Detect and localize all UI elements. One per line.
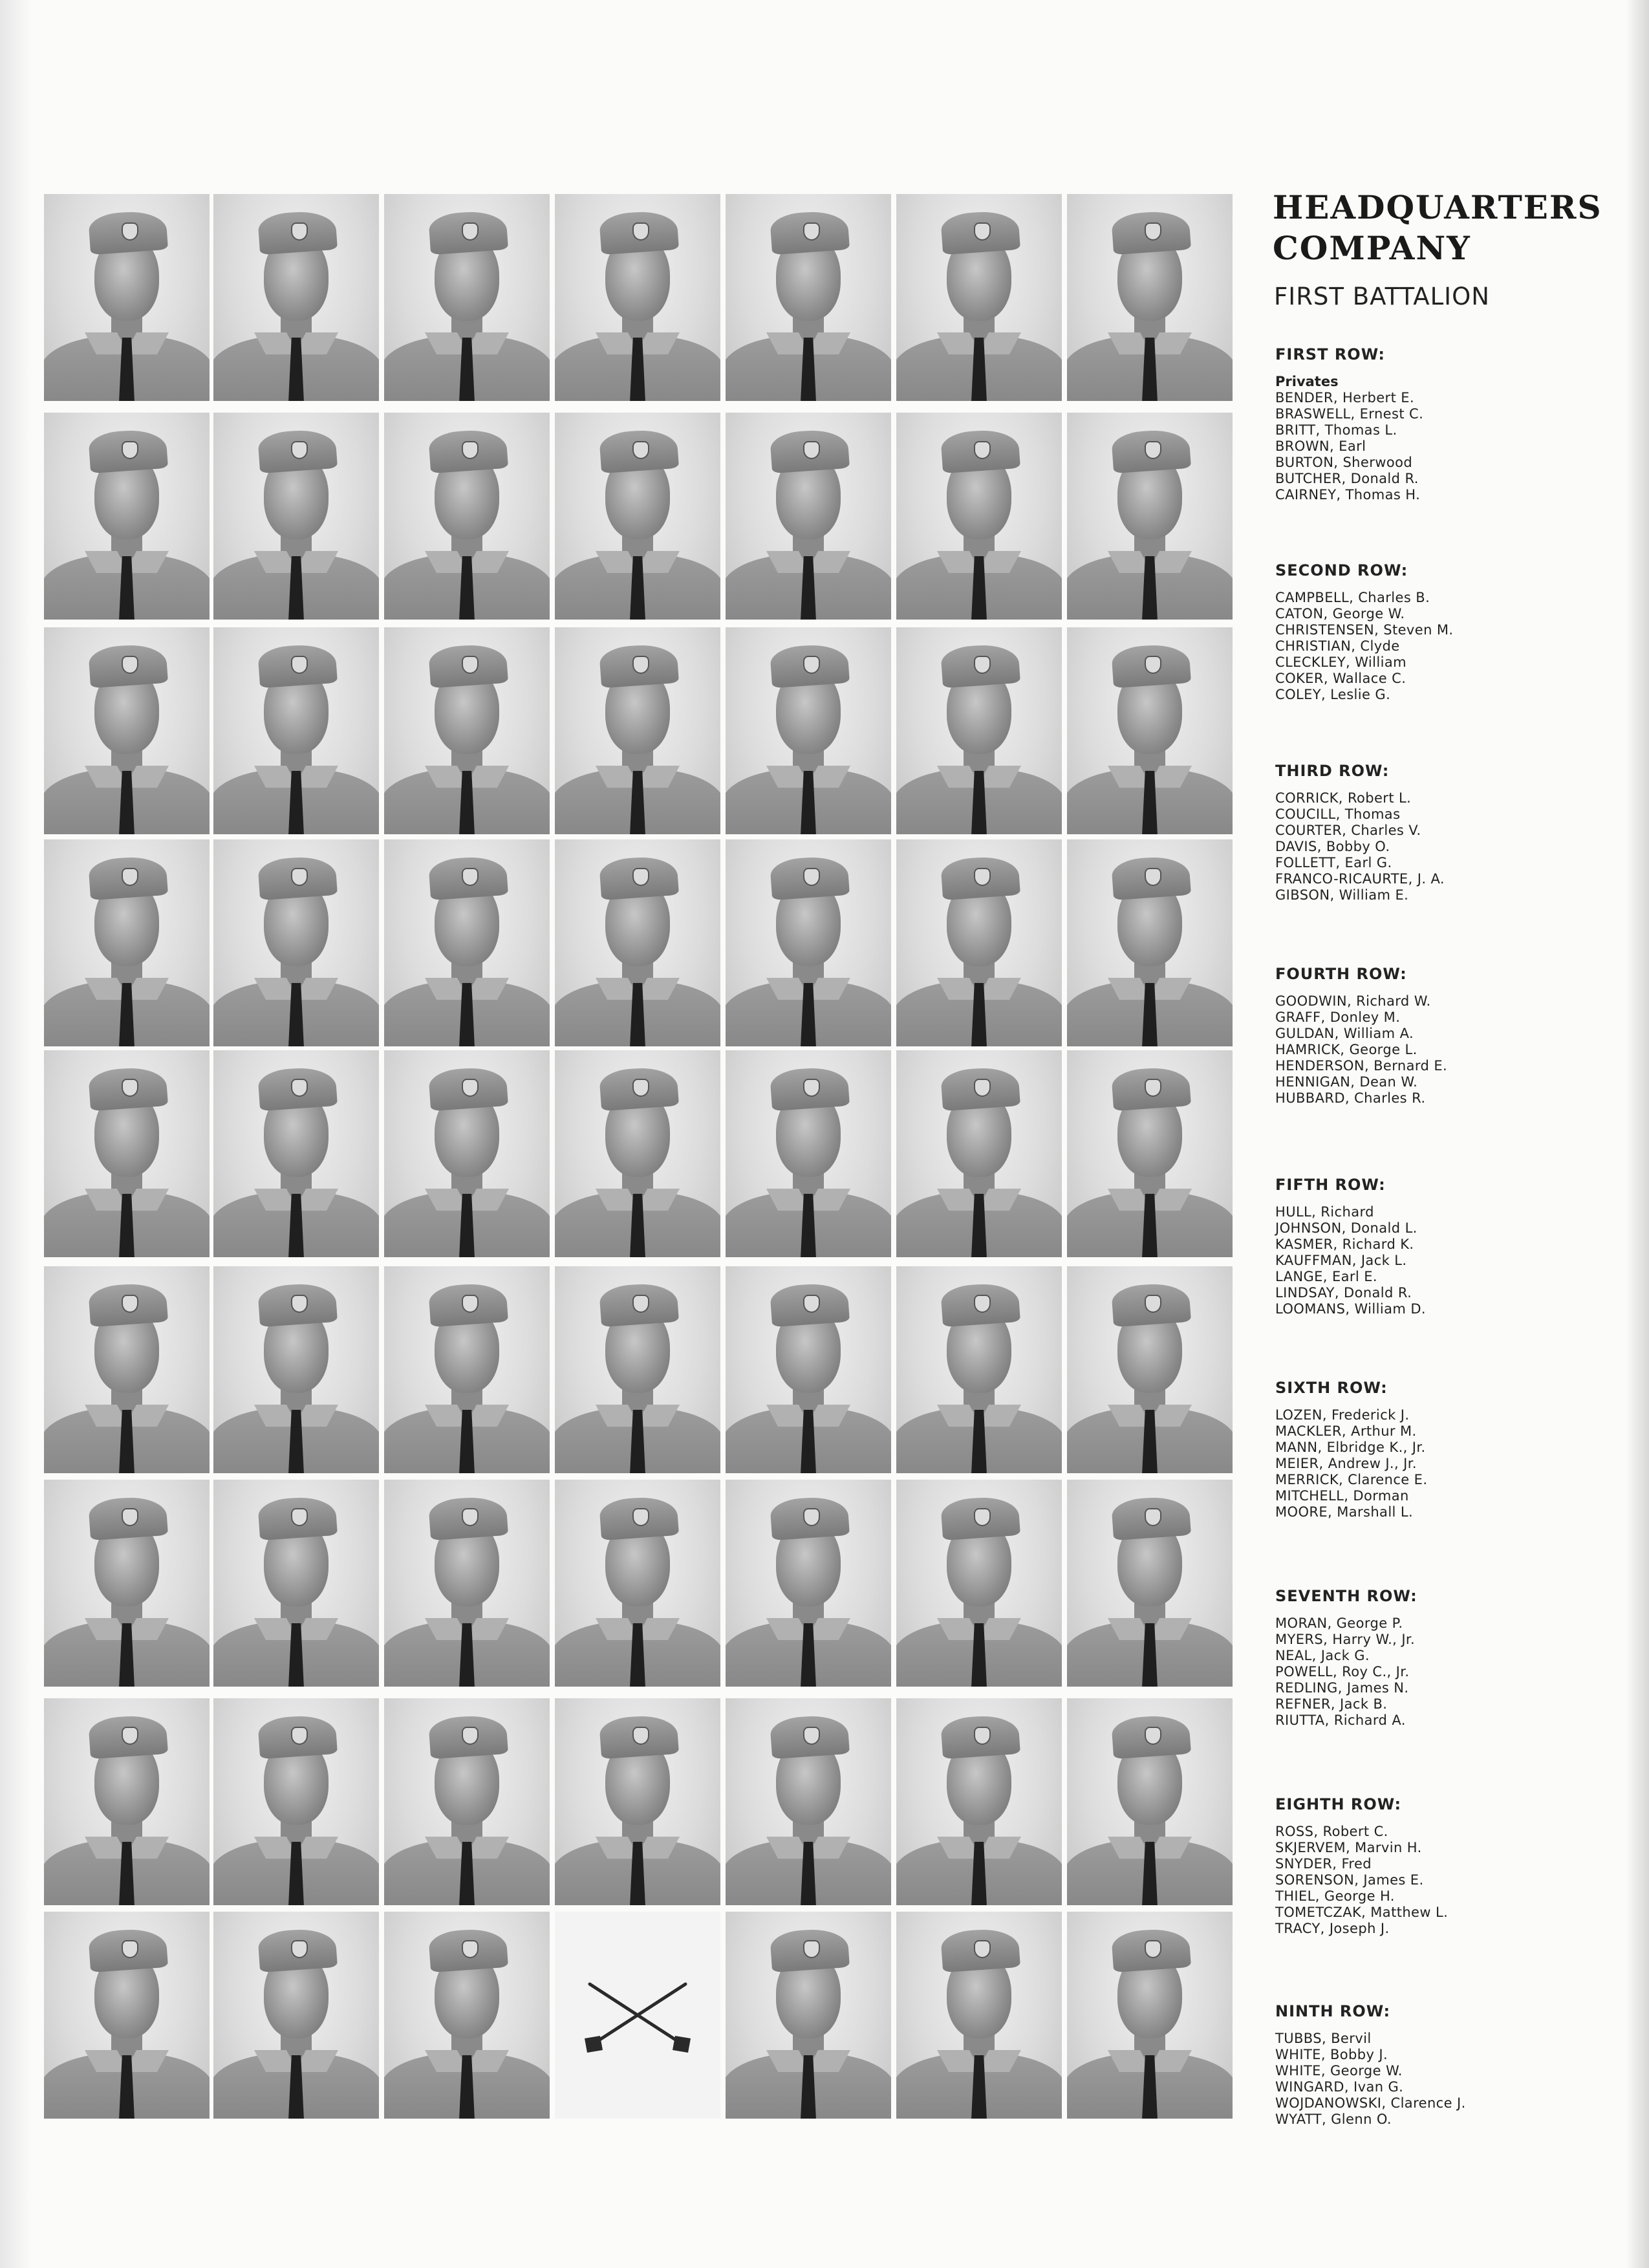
company-title	[1273, 188, 1635, 268]
portrait-photo	[384, 1266, 550, 1473]
soldier-name: GRAFF, Donley M.	[1275, 1010, 1401, 1025]
soldier-portrait	[44, 194, 210, 401]
soldier-portrait	[896, 1480, 1062, 1687]
soldier-portrait	[896, 1912, 1062, 2119]
soldier-name: THIEL, George H.	[1275, 1888, 1395, 1904]
portrait-photo	[726, 1912, 891, 2119]
cap-insignia-icon	[1145, 656, 1161, 674]
portrait-photo	[555, 413, 720, 620]
portrait-photo	[1067, 839, 1233, 1046]
rank-label: Privates	[1275, 374, 1339, 389]
portrait-photo	[44, 1480, 210, 1687]
soldier-portrait	[213, 413, 379, 620]
cap-insignia-icon	[632, 656, 649, 674]
row-heading: SECOND ROW:	[1275, 561, 1408, 579]
portrait-photo	[726, 627, 891, 834]
soldier-portrait	[1067, 1698, 1233, 1905]
soldier-portrait	[384, 194, 550, 401]
soldier-name: WYATT, Glenn O.	[1275, 2111, 1392, 2127]
cap-insignia-icon	[462, 656, 479, 674]
soldier-name: WHITE, Bobby J.	[1275, 2047, 1388, 2062]
cap-insignia-icon	[632, 1079, 649, 1097]
portrait-row-7	[44, 1480, 1239, 1687]
portrait-photo	[44, 1266, 210, 1473]
portrait-row-4	[44, 839, 1239, 1046]
soldier-name: CORRICK, Robert L.	[1275, 790, 1412, 806]
soldier-name: HENNIGAN, Dean W.	[1275, 1074, 1418, 1090]
portrait-photo	[726, 1266, 891, 1473]
portrait-photo	[1067, 1266, 1233, 1473]
portrait-photo	[1067, 1050, 1233, 1257]
soldier-name: COLEY, Leslie G.	[1275, 687, 1391, 702]
cap-insignia-icon	[291, 222, 308, 241]
soldier-portrait	[384, 839, 550, 1046]
cap-insignia-icon	[462, 1508, 479, 1526]
cap-insignia-icon	[462, 868, 479, 886]
name-list	[1273, 1615, 1622, 1729]
cap-insignia-icon	[122, 1295, 138, 1313]
soldier-portrait	[44, 1266, 210, 1473]
portrait-row-2	[44, 413, 1239, 620]
name-list	[1273, 790, 1622, 903]
soldier-name: CHRISTIAN, Clyde	[1275, 638, 1400, 654]
soldier-name: GULDAN, William A.	[1275, 1026, 1414, 1041]
soldier-portrait	[213, 1912, 379, 2119]
cap-insignia-icon	[122, 656, 138, 674]
portrait-photo	[1067, 413, 1233, 620]
roster-block	[1273, 762, 1622, 903]
cap-insignia-icon	[1145, 1295, 1161, 1313]
soldier-name: JOHNSON, Donald L.	[1275, 1220, 1417, 1236]
soldier-name: KAUFFMAN, Jack L.	[1275, 1253, 1407, 1268]
cap-insignia-icon	[632, 222, 649, 241]
soldier-portrait	[896, 839, 1062, 1046]
roster-block	[1273, 345, 1622, 503]
company-title-line2: COMPANY	[1273, 228, 1471, 267]
soldier-name: LINDSAY, Donald R.	[1275, 1285, 1412, 1301]
portrait-photo	[213, 1912, 379, 2119]
soldier-name: BENDER, Herbert E.	[1275, 390, 1415, 405]
cap-insignia-icon	[632, 868, 649, 886]
portrait-photo	[726, 1698, 891, 1905]
soldier-portrait	[1067, 1266, 1233, 1473]
cap-insignia-icon	[122, 1079, 138, 1097]
portrait-photo	[555, 627, 720, 834]
portrait-photo	[896, 1698, 1062, 1905]
cap-insignia-icon	[803, 1727, 820, 1745]
soldier-name: SORENSON, James E.	[1275, 1872, 1424, 1888]
cap-insignia-icon	[291, 1727, 308, 1745]
soldier-portrait	[1067, 1050, 1233, 1257]
soldier-portrait	[555, 1266, 720, 1473]
portrait-photo	[213, 1266, 379, 1473]
name-list	[1273, 1407, 1622, 1520]
soldier-name: NEAL, Jack G.	[1275, 1648, 1370, 1663]
cap-insignia-icon	[632, 1295, 649, 1313]
roster-block	[1273, 1795, 1622, 1937]
name-list	[1273, 1204, 1622, 1317]
portrait-photo	[1067, 194, 1233, 401]
cap-insignia-icon	[1145, 441, 1161, 459]
portrait-photo	[213, 194, 379, 401]
name-list	[1273, 2031, 1622, 2128]
portrait-photo	[44, 194, 210, 401]
soldier-portrait	[1067, 1480, 1233, 1687]
portrait-photo	[44, 1050, 210, 1257]
soldier-portrait	[44, 1912, 210, 2119]
portrait-photo	[726, 194, 891, 401]
cap-insignia-icon	[803, 222, 820, 241]
soldier-name: WOJDANOWSKI, Clarence J.	[1275, 2095, 1466, 2111]
soldier-portrait	[555, 1050, 720, 1257]
portrait-row-3	[44, 627, 1239, 834]
cap-insignia-icon	[462, 441, 479, 459]
soldier-name: RIUTTA, Richard A.	[1275, 1712, 1406, 1728]
soldier-name: HUBBARD, Charles R.	[1275, 1090, 1426, 1106]
portrait-photo	[44, 839, 210, 1046]
portrait-photo	[213, 839, 379, 1046]
soldier-portrait	[896, 194, 1062, 401]
battalion-subtitle: FIRST BATTALION	[1274, 283, 1490, 310]
portrait-photo	[384, 627, 550, 834]
portrait-row-9	[44, 1912, 1239, 2119]
soldier-name: HAMRICK, George L.	[1275, 1042, 1417, 1057]
soldier-portrait	[726, 839, 891, 1046]
cap-insignia-icon	[632, 441, 649, 459]
cap-insignia-icon	[291, 656, 308, 674]
row-heading: FIFTH ROW:	[1275, 1176, 1386, 1194]
cap-insignia-icon	[974, 1508, 991, 1526]
portrait-row-8	[44, 1698, 1239, 1905]
soldier-portrait	[726, 1480, 891, 1687]
cap-insignia-icon	[1145, 868, 1161, 886]
name-list	[1273, 1824, 1622, 1937]
cap-insignia-icon	[803, 1295, 820, 1313]
cap-insignia-icon	[974, 1295, 991, 1313]
row-heading: FOURTH ROW:	[1275, 965, 1407, 983]
soldier-portrait	[896, 1266, 1062, 1473]
soldier-name: MERRICK, Clarence E.	[1275, 1472, 1428, 1487]
portrait-photo	[555, 1266, 720, 1473]
soldier-name: MORAN, George P.	[1275, 1615, 1403, 1631]
roster-block	[1273, 1176, 1622, 1317]
soldier-name: TRACY, Joseph J.	[1275, 1921, 1390, 1936]
soldier-name: BRASWELL, Ernest C.	[1275, 406, 1424, 422]
portrait-photo	[44, 1698, 210, 1905]
portrait-photo	[555, 1050, 720, 1257]
cap-insignia-icon	[122, 1727, 138, 1745]
portrait-photo	[384, 1698, 550, 1905]
soldier-name: TOMETCZAK, Matthew L.	[1275, 1905, 1449, 1920]
soldier-portrait	[213, 627, 379, 834]
name-list	[1273, 590, 1622, 703]
soldier-portrait	[726, 413, 891, 620]
portrait-photo	[213, 1480, 379, 1687]
soldier-name: REFNER, Jack B.	[1275, 1696, 1388, 1712]
cap-insignia-icon	[803, 441, 820, 459]
cap-insignia-icon	[803, 1508, 820, 1526]
name-list	[1273, 993, 1622, 1107]
cap-insignia-icon	[803, 868, 820, 886]
soldier-portrait	[896, 627, 1062, 834]
cap-insignia-icon	[1145, 1727, 1161, 1745]
portrait-photo	[555, 839, 720, 1046]
name-list	[1273, 390, 1622, 503]
cap-insignia-icon	[803, 1079, 820, 1097]
cap-insignia-icon	[1145, 222, 1161, 241]
soldier-portrait	[1067, 627, 1233, 834]
soldier-name: FRANCO-RICAURTE, J. A.	[1275, 871, 1445, 887]
cap-insignia-icon	[1145, 1508, 1161, 1526]
soldier-name: COURTER, Charles V.	[1275, 823, 1421, 838]
soldier-portrait	[213, 1266, 379, 1473]
soldier-portrait	[213, 1050, 379, 1257]
soldier-name: MOORE, Marshall L.	[1275, 1504, 1414, 1520]
soldier-portrait	[555, 839, 720, 1046]
portrait-photo	[384, 1480, 550, 1687]
soldier-portrait	[726, 194, 891, 401]
soldier-portrait	[44, 1050, 210, 1257]
portrait-row-6	[44, 1266, 1239, 1473]
soldier-name: LOZEN, Frederick J.	[1275, 1407, 1410, 1423]
soldier-portrait	[726, 1266, 891, 1473]
row-heading: EIGHTH ROW:	[1275, 1795, 1402, 1813]
cap-insignia-icon	[803, 656, 820, 674]
portrait-photo	[384, 1912, 550, 2119]
portrait-photo	[726, 839, 891, 1046]
soldier-portrait	[726, 627, 891, 834]
soldier-portrait	[384, 1698, 550, 1905]
company-header	[1273, 188, 1635, 310]
soldier-name: POWELL, Roy C., Jr.	[1275, 1664, 1410, 1679]
soldier-name: CHRISTENSEN, Steven M.	[1275, 622, 1454, 638]
crossed-rifles-emblem	[555, 1912, 720, 2119]
soldier-name: BURTON, Sherwood	[1275, 455, 1413, 470]
soldier-name: BROWN, Earl	[1275, 438, 1366, 454]
portrait-row-1	[44, 194, 1239, 401]
soldier-name: CAMPBELL, Charles B.	[1275, 590, 1430, 605]
portrait-row-5	[44, 1050, 1239, 1257]
portrait-photo	[1067, 1480, 1233, 1687]
portrait-photo	[726, 1480, 891, 1687]
soldier-portrait	[44, 1698, 210, 1905]
soldier-portrait	[44, 839, 210, 1046]
cap-insignia-icon	[974, 222, 991, 241]
soldier-name: GOODWIN, Richard W.	[1275, 993, 1431, 1009]
cap-insignia-icon	[632, 1508, 649, 1526]
soldier-portrait	[384, 1480, 550, 1687]
portrait-photo	[1067, 1912, 1233, 2119]
soldier-portrait	[726, 1912, 891, 2119]
soldier-name: MYERS, Harry W., Jr.	[1275, 1632, 1416, 1647]
cap-insignia-icon	[803, 1940, 820, 1958]
soldier-name: WINGARD, Ivan G.	[1275, 2079, 1404, 2095]
soldier-name: HENDERSON, Bernard E.	[1275, 1058, 1448, 1074]
cap-insignia-icon	[462, 1295, 479, 1313]
soldier-portrait	[555, 194, 720, 401]
soldier-name: GIBSON, William E.	[1275, 887, 1409, 903]
portrait-photo	[555, 1698, 720, 1905]
cap-insignia-icon	[291, 1508, 308, 1526]
soldier-portrait	[555, 1480, 720, 1687]
soldier-portrait	[896, 1698, 1062, 1905]
portrait-photo	[213, 1698, 379, 1905]
soldier-name: DAVIS, Bobby O.	[1275, 839, 1390, 854]
portrait-photo	[384, 1050, 550, 1257]
cap-insignia-icon	[462, 1727, 479, 1745]
cap-insignia-icon	[291, 1940, 308, 1958]
roster-block	[1273, 2002, 1622, 2128]
soldier-name: WHITE, George W.	[1275, 2063, 1403, 2079]
soldier-portrait	[896, 413, 1062, 620]
soldier-portrait	[44, 1480, 210, 1687]
cap-insignia-icon	[462, 222, 479, 241]
soldier-name: MITCHELL, Dorman	[1275, 1488, 1409, 1504]
soldier-portrait	[384, 413, 550, 620]
soldier-name: MANN, Elbridge K., Jr.	[1275, 1440, 1426, 1455]
portrait-photo	[896, 839, 1062, 1046]
soldier-name: MACKLER, Arthur M.	[1275, 1423, 1417, 1439]
soldier-portrait	[1067, 413, 1233, 620]
portrait-photo	[726, 1050, 891, 1257]
cap-insignia-icon	[122, 1508, 138, 1526]
soldier-portrait	[213, 1480, 379, 1687]
soldier-name: HULL, Richard	[1275, 1204, 1374, 1220]
soldier-portrait	[1067, 839, 1233, 1046]
portrait-photo	[44, 1912, 210, 2119]
page-edge-shadow-right	[1626, 0, 1649, 2268]
crossed-rifles-icon	[581, 1974, 695, 2057]
portrait-photo	[896, 413, 1062, 620]
soldier-name: CATON, George W.	[1275, 606, 1405, 621]
cap-insignia-icon	[122, 1940, 138, 1958]
soldier-portrait	[213, 194, 379, 401]
row-heading: THIRD ROW:	[1275, 762, 1390, 780]
cap-insignia-icon	[632, 1727, 649, 1745]
soldier-portrait	[555, 1698, 720, 1905]
cap-insignia-icon	[974, 1079, 991, 1097]
soldier-portrait	[213, 839, 379, 1046]
cap-insignia-icon	[291, 1079, 308, 1097]
cap-insignia-icon	[462, 1940, 479, 1958]
soldier-portrait	[384, 627, 550, 834]
soldier-portrait	[555, 627, 720, 834]
portrait-photo	[726, 413, 891, 620]
soldier-portrait	[1067, 194, 1233, 401]
cap-insignia-icon	[122, 222, 138, 241]
roster-block	[1273, 1379, 1622, 1520]
soldier-portrait	[726, 1698, 891, 1905]
portrait-photo	[896, 1912, 1062, 2119]
portrait-photo	[44, 413, 210, 620]
cap-insignia-icon	[291, 441, 308, 459]
row-heading: SEVENTH ROW:	[1275, 1587, 1417, 1605]
portrait-photo	[555, 1480, 720, 1687]
portrait-photo	[896, 1480, 1062, 1687]
roster-block	[1273, 561, 1622, 703]
soldier-portrait	[213, 1698, 379, 1905]
portrait-photo	[213, 1050, 379, 1257]
portrait-photo	[384, 194, 550, 401]
soldier-name: KASMER, Richard K.	[1275, 1237, 1414, 1252]
cap-insignia-icon	[1145, 1079, 1161, 1097]
cap-insignia-icon	[122, 868, 138, 886]
soldier-name: CLECKLEY, William	[1275, 654, 1406, 670]
portrait-photo	[384, 413, 550, 620]
portrait-photo	[384, 839, 550, 1046]
cap-insignia-icon	[291, 1295, 308, 1313]
cap-insignia-icon	[974, 656, 991, 674]
soldier-name: MEIER, Andrew J., Jr.	[1275, 1456, 1417, 1471]
soldier-name: REDLING, James N.	[1275, 1680, 1409, 1696]
cap-insignia-icon	[974, 441, 991, 459]
soldier-name: BUTCHER, Donald R.	[1275, 471, 1419, 486]
portrait-photo	[555, 194, 720, 401]
soldier-name: TUBBS, Bervil	[1275, 2031, 1372, 2046]
soldier-name: COUCILL, Thomas	[1275, 806, 1401, 822]
soldier-name: SNYDER, Fred	[1275, 1856, 1372, 1872]
soldier-portrait	[44, 413, 210, 620]
row-heading: FIRST ROW:	[1275, 345, 1386, 363]
soldier-portrait	[896, 1050, 1062, 1257]
soldier-name: LANGE, Earl E.	[1275, 1269, 1377, 1284]
soldier-name: CAIRNEY, Thomas H.	[1275, 487, 1421, 502]
cap-insignia-icon	[1145, 1940, 1161, 1958]
cap-insignia-icon	[974, 1727, 991, 1745]
row-heading: NINTH ROW:	[1275, 2002, 1391, 2020]
soldier-name: ROSS, Robert C.	[1275, 1824, 1388, 1839]
portrait-photo	[1067, 627, 1233, 834]
soldier-portrait	[726, 1050, 891, 1257]
cap-insignia-icon	[974, 1940, 991, 1958]
roster-block	[1273, 1587, 1622, 1729]
soldier-name: SKJERVEM, Marvin H.	[1275, 1840, 1422, 1855]
soldier-portrait	[384, 1266, 550, 1473]
portrait-photo	[1067, 1698, 1233, 1905]
page-edge-shadow-left	[0, 0, 31, 2268]
soldier-portrait	[1067, 1912, 1233, 2119]
row-heading: SIXTH ROW:	[1275, 1379, 1388, 1397]
portrait-photo	[896, 1050, 1062, 1257]
roster-block	[1273, 965, 1622, 1107]
soldier-name: BRITT, Thomas L.	[1275, 422, 1397, 438]
portrait-photo	[896, 627, 1062, 834]
cap-insignia-icon	[291, 868, 308, 886]
cap-insignia-icon	[462, 1079, 479, 1097]
portrait-photo	[896, 194, 1062, 401]
soldier-portrait	[384, 1912, 550, 2119]
portrait-photo	[896, 1266, 1062, 1473]
cap-insignia-icon	[974, 868, 991, 886]
soldier-portrait	[44, 627, 210, 834]
portrait-photo	[44, 627, 210, 834]
soldier-name: LOOMANS, William D.	[1275, 1301, 1426, 1317]
soldier-name: COKER, Wallace C.	[1275, 671, 1406, 686]
cap-insignia-icon	[122, 441, 138, 459]
soldier-portrait	[384, 1050, 550, 1257]
company-title-line1: HEADQUARTERS	[1273, 188, 1602, 226]
soldier-portrait	[555, 413, 720, 620]
soldier-name: FOLLETT, Earl G.	[1275, 855, 1392, 870]
portrait-photo	[213, 413, 379, 620]
portrait-photo	[213, 627, 379, 834]
